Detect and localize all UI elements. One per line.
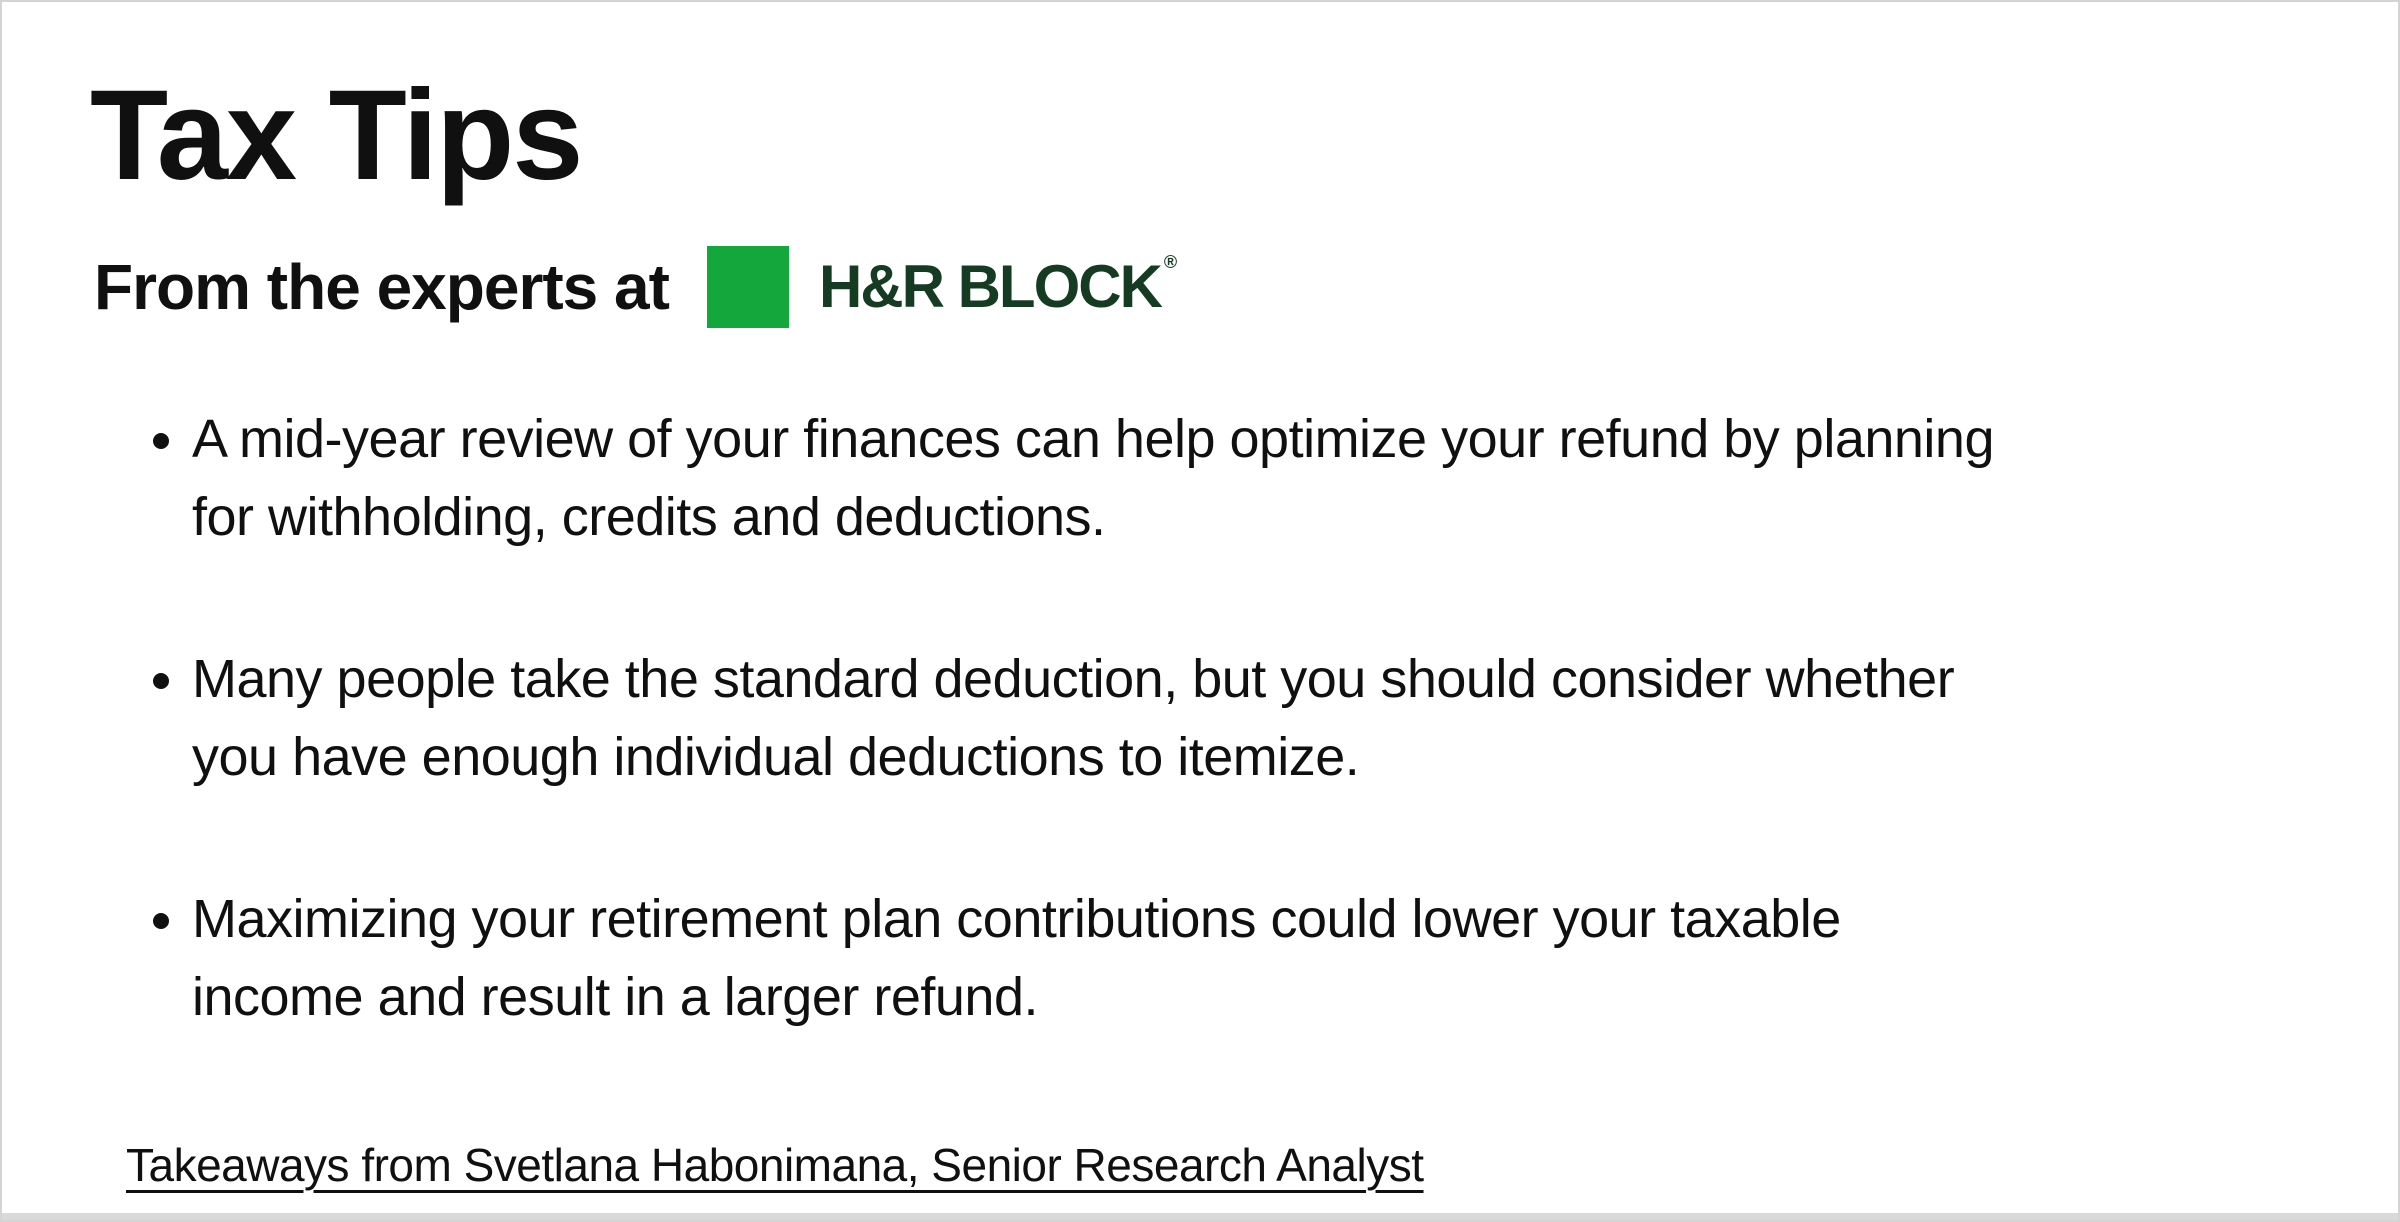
takeaways-link[interactable]: Takeaways from Svetlana Habonimana, Senior Research Analyst bbox=[126, 1139, 1424, 1191]
bottom-border-strip bbox=[2, 1213, 2398, 1220]
hrblock-logo bbox=[707, 246, 1178, 328]
page-title: Tax Tips bbox=[90, 64, 582, 207]
bullet-line: • A mid-year review of your finances can help optimize your refund by planning bbox=[192, 409, 1994, 469]
bullet-line: • Many people take the standard deduction, but you should consider whether bbox=[192, 649, 1955, 709]
hrblock-wordmark-text: H&R BLOCK bbox=[818, 253, 1161, 320]
bullet-item-3 bbox=[192, 880, 2372, 1036]
hrblock-wordmark bbox=[818, 252, 1178, 320]
bullet-line: • Maximizing your retirement plan contributions could lower your taxable bbox=[192, 889, 1841, 949]
subtitle-text: From the experts at bbox=[94, 251, 669, 323]
bullet-line: you have enough individual deductions to itemize. bbox=[192, 727, 1360, 787]
registered-trademark-icon: ® bbox=[1163, 252, 1178, 272]
bullet-line: for withholding, credits and deductions. bbox=[192, 487, 1106, 547]
bullet-item-2 bbox=[192, 640, 2372, 796]
bullet-line: income and result in a larger refund. bbox=[192, 967, 1038, 1027]
subtitle-row bbox=[94, 245, 1178, 329]
bullet-item-1 bbox=[192, 400, 2372, 556]
hrblock-green-square-icon bbox=[707, 246, 789, 328]
bullet-list bbox=[130, 400, 2372, 1036]
